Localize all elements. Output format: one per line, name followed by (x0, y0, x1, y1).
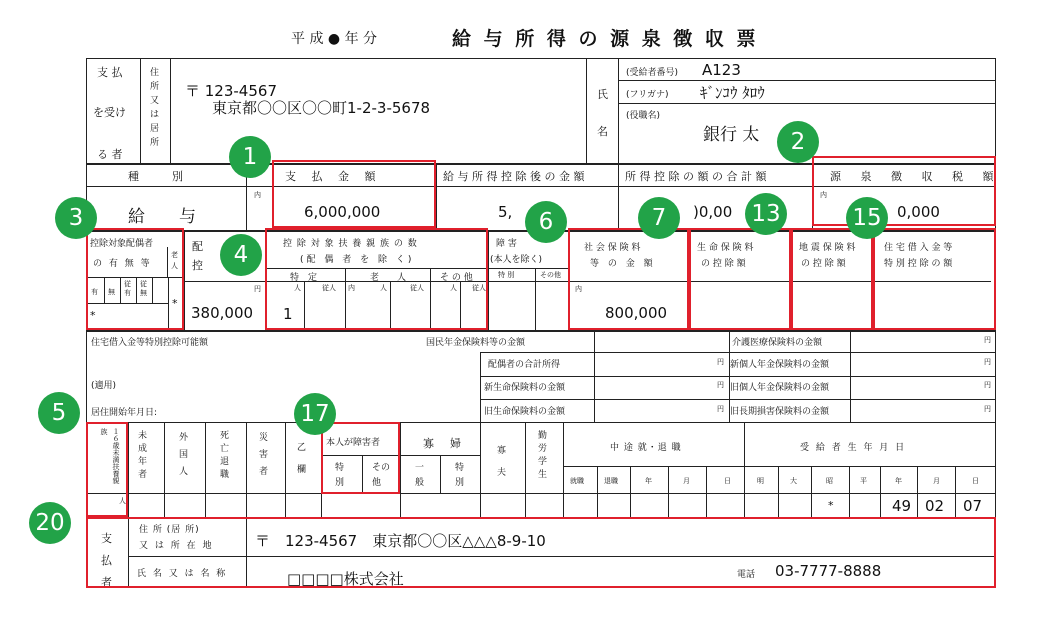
quake-title-2: の 控 除 額 (801, 259, 846, 269)
dep1-label: 従有 (124, 280, 131, 297)
taisho-label: 大 (790, 477, 797, 485)
showa-label: 昭 (826, 477, 833, 485)
yen-4: 円 (984, 336, 991, 344)
total-deduction-header: 所 得 控 除 の 額 の 合 計 額 (625, 170, 767, 183)
badge-3: 3 (55, 197, 97, 239)
yen-6: 円 (984, 381, 991, 389)
recipient-label-1: 支 払 (97, 66, 123, 79)
spouse-label-1: 控除対象配偶者 (90, 239, 154, 249)
yen-1: 円 (717, 358, 724, 366)
payment-amount: 6,000,000 (304, 203, 381, 221)
birth-day: 07 (963, 497, 983, 515)
name-label-1: 氏 (597, 88, 608, 101)
badge-1: 1 (229, 136, 271, 178)
elderly-person-unit: 人 (380, 284, 387, 292)
after-deduction-header: 給 与 所 得 控 除 後 の 金 額 (443, 170, 585, 183)
specific-label: 特 定 (290, 273, 318, 283)
withholding-header: 源 泉 徴 収 税 額 (830, 170, 1002, 183)
new-pension-label: 新個人年金保険料の金額 (730, 360, 830, 370)
housing-possible-label: 住宅借入金等特別控除可能額 (91, 338, 209, 348)
student-label: 勤労学生 (538, 431, 548, 480)
highlight-life (689, 228, 791, 330)
highlight-social (568, 228, 689, 330)
otsu-label: 乙欄 (297, 443, 307, 475)
social-title-2: 等 の 金 額 (590, 259, 656, 269)
leave-label: 退職 (604, 477, 618, 485)
birth-label: 受 給 者 生 年 月 日 (800, 443, 907, 453)
minor-label: 未成年者 (138, 431, 148, 480)
highlight-quake (791, 228, 873, 330)
join-label: 就職 (570, 477, 584, 485)
after-deduction-amount: 5, (498, 203, 513, 221)
old-star: * (172, 297, 178, 310)
birth-star: * (828, 499, 834, 512)
life-title-1: 生 命 保 険 料 (697, 243, 754, 253)
housing-title-2: 特 別 控 除 の 額 (884, 259, 953, 269)
yen-5: 円 (984, 358, 991, 366)
death-label: 死亡退職 (220, 431, 230, 480)
old-pension-label: 旧個人年金保険料の金額 (730, 383, 830, 393)
mid-month-label: 月 (683, 477, 690, 485)
payer-tel-label: 電話 (737, 570, 756, 580)
midyear-label: 中 途 就・退 職 (610, 443, 682, 453)
heisei-label: 平 (860, 477, 867, 485)
disabled-other: その他 (540, 271, 561, 279)
new-life-label: 新生命保険料の金額 (484, 383, 566, 393)
mid-day-label: 日 (724, 477, 731, 485)
quake-title-1: 地 震 保 険 料 (799, 243, 856, 253)
birth-year: 49 (892, 497, 912, 515)
type-header: 種 別 (128, 170, 183, 183)
spouse-star: * (90, 309, 96, 322)
type-value: 給 与 (128, 207, 196, 227)
payer-address-label-1: 住 所 (居 所) (139, 525, 200, 535)
spouse-ded-label-1: 配 (192, 240, 203, 253)
disabled-title-1: 障 害 (496, 239, 517, 249)
yen-7: 円 (984, 405, 991, 413)
payer-name-label: 氏 名 又 は 名 称 (137, 569, 228, 579)
old-label: 老人 (171, 251, 178, 270)
disaster-label: 災害者 (259, 433, 269, 477)
payer-label: 支 払 者 (101, 532, 112, 589)
badge-7: 7 (638, 197, 680, 239)
spouse-label-2: の 有 無 等 (93, 259, 152, 269)
ordinary-label: 一般 (415, 463, 425, 488)
address-label: 住 所 又 は 居 所 (150, 68, 160, 148)
self-disabled-label: 本人が障害者 (326, 438, 381, 448)
payment-header: 支 払 金 額 (285, 170, 382, 183)
spouse-income-label: 配偶者の合計所得 (488, 360, 561, 370)
others-label: そ の 他 (440, 273, 473, 283)
widow-label: 寡婦 (423, 437, 477, 450)
elderly-inner: 内 (348, 284, 355, 292)
highlight-dependents (265, 228, 488, 330)
payer-name: □□□□株式会社 (287, 570, 404, 588)
title-era: 平 成 ● 年 分 (291, 31, 378, 47)
recipient-no: A123 (702, 61, 741, 79)
dependents-title-1: 控 除 対 象 扶 養 親 族 の 数 (283, 239, 418, 249)
form-title: 給 与 所 得 の 源 泉 徴 収 票 (452, 28, 759, 50)
life-title-2: の 控 除 額 (701, 259, 746, 269)
social-title-1: 社 会 保 険 料 (584, 243, 641, 253)
badge-17: 17 (294, 393, 336, 435)
total-deduction-amount: )0,00 (693, 203, 733, 221)
badge-2: 2 (777, 121, 819, 163)
highlight-spouse (86, 228, 184, 330)
others-person-unit: 人 (450, 284, 457, 292)
under16-person-unit: 人 (119, 497, 126, 505)
recipient-furigana: ｷﾞﾝｺｳ ﾀﾛｳ (700, 84, 765, 102)
spouse-amount: 380,000 (191, 304, 254, 322)
mid-year-label: 年 (645, 477, 652, 485)
badge-4: 4 (220, 234, 262, 276)
others-sub-unit: 従人 (472, 284, 486, 292)
housing-title-1: 住 宅 借 入 金 等 (884, 243, 953, 253)
pension-label: 国民年金保険料等の金額 (426, 338, 526, 348)
social-inner: 内 (575, 285, 582, 293)
withholding-amount: 0,000 (897, 203, 940, 221)
dependents-count: 1 (283, 305, 293, 323)
badge-15: 15 (846, 197, 888, 239)
elderly-label: 老 人 (370, 273, 407, 283)
widower-label: 寡夫 (497, 446, 507, 478)
remarks-label: (適用) (91, 381, 117, 391)
spouse-ded-label-2: 控 (192, 259, 203, 272)
badge-6: 6 (525, 201, 567, 243)
payer-address: 〒 123-4567 東京都〇〇区△△△8-9-10 (255, 532, 546, 550)
furigana-label: (フリガナ) (626, 90, 669, 100)
recipient-name: 銀行 太 (703, 125, 760, 145)
disabled-special: 特 別 (498, 271, 515, 279)
recipient-postal: 〒 123-4567 (185, 82, 277, 100)
birth-day-label: 日 (972, 477, 979, 485)
badge-13: 13 (745, 193, 787, 235)
old-longterm-label: 旧長期損害保険料の金額 (730, 407, 830, 417)
birth-month-label: 月 (933, 477, 940, 485)
highlight-withholding (812, 156, 996, 226)
payment-inner-label: 内 (254, 191, 261, 199)
recipient-label-2: を受け (93, 106, 126, 119)
care-label: 介護医療保険料の金額 (732, 338, 823, 348)
highlight-payment (272, 160, 436, 228)
elderly-sub-unit: 従人 (410, 284, 424, 292)
meiji-label: 明 (757, 477, 764, 485)
under16-label: １６歳未満扶養親族 (100, 428, 120, 484)
yen-2: 円 (717, 381, 724, 389)
disabled-title-2: (本人を除く) (490, 255, 543, 265)
self-other-label: その他 (372, 463, 391, 488)
birth-year-label: 年 (895, 477, 902, 485)
spouse-yen: 円 (254, 285, 261, 293)
start-date-label: 居住開始年月日: (91, 408, 158, 418)
recipient-no-label: (受給者番号) (626, 68, 679, 78)
position-label: (役職名) (626, 111, 661, 121)
highlight-payer (86, 517, 996, 588)
recipient-label-3: る 者 (97, 148, 123, 161)
payer-address-label-2: 又 は 所 在 地 (139, 541, 214, 551)
foreign-label: 外国人 (179, 433, 189, 477)
highlight-self-disabled (321, 422, 400, 494)
old-life-label: 旧生命保険料の金額 (484, 407, 566, 417)
no-label: 無 (108, 288, 115, 296)
badge-20: 20 (29, 502, 71, 544)
dep2-label: 従無 (140, 280, 147, 297)
withholding-inner-label: 内 (820, 191, 827, 199)
dependents-title-2: (配 偶 者 を 除 く) (300, 255, 415, 265)
recipient-address: 東京都〇〇区〇〇町1-2-3-5678 (212, 99, 431, 117)
yes-label: 有 (91, 288, 98, 296)
special2-label: 特別 (455, 463, 465, 488)
specific-person-unit: 人 (294, 284, 301, 292)
payer-tel: 03-7777-8888 (775, 562, 882, 580)
name-label-2: 名 (597, 125, 608, 138)
highlight-housing (873, 228, 996, 330)
self-special-label: 特別 (335, 463, 345, 488)
badge-5: 5 (38, 392, 80, 434)
yen-3: 円 (717, 405, 724, 413)
highlight-under16 (86, 422, 128, 517)
social-amount: 800,000 (605, 304, 668, 322)
specific-sub-unit: 従人 (322, 284, 336, 292)
birth-month: 02 (925, 497, 945, 515)
